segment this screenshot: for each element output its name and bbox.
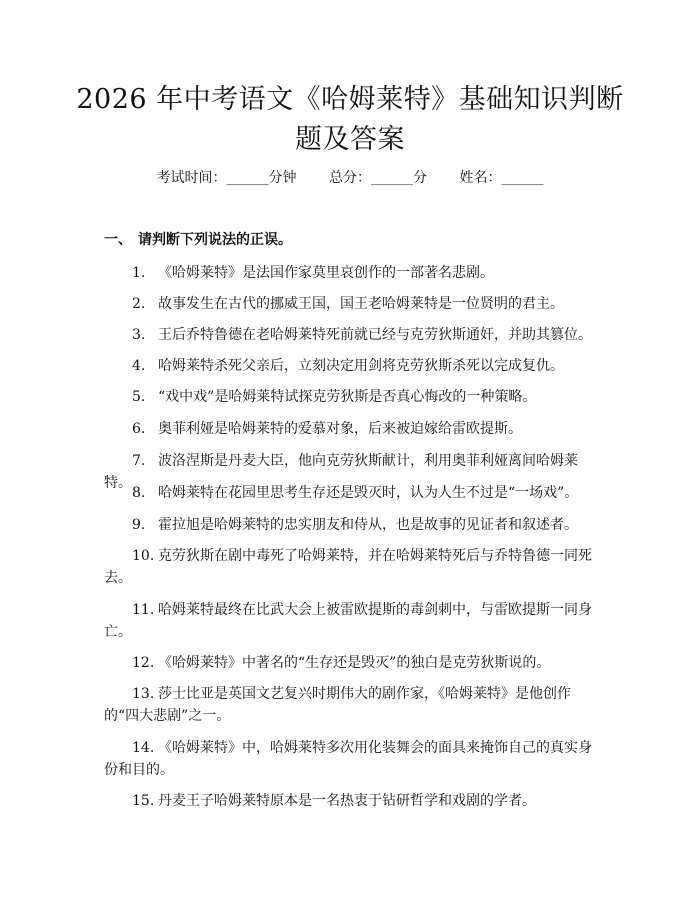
document-title (60, 80, 640, 160)
question-number: 15. (132, 793, 155, 809)
question-number: 14. (132, 740, 155, 756)
question-item (104, 683, 598, 727)
title-line-2: 题及答案 (295, 124, 405, 155)
question-number: 9. (132, 517, 146, 533)
title-line-1: 2026 年中考语文《哈姆莱特》基础知识判断 (76, 84, 624, 115)
section-heading (104, 230, 292, 250)
question-text: 王后乔特鲁德在老哈姆莱特死前就已经与克劳狄斯通奸，并助其篡位。 (158, 327, 592, 343)
question-item (104, 545, 598, 589)
question-number: 7. (132, 453, 146, 469)
question-number: 3. (132, 327, 146, 343)
question-number: 12. (132, 655, 155, 671)
exam-meta (0, 168, 700, 188)
question-text: 莎士比亚是英国文艺复兴时期伟大的剧作家，《哈姆莱特》是他创作的“四大悲剧”之一。 (104, 686, 571, 724)
exam-time: 考试时间：______分钟 (156, 170, 297, 186)
question-number: 4. (132, 358, 146, 374)
exam-score: 总分：______分 (329, 170, 427, 186)
question-text: 《哈姆莱特》是法国作家莫里哀创作的一部著名悲剧。 (158, 265, 494, 281)
question-item (104, 737, 598, 781)
question-item (104, 355, 598, 377)
question-text: 故事发生在古代的挪威王国，国王老哈姆莱特是一位贤明的君主。 (158, 296, 564, 312)
question-number: 8. (132, 485, 146, 501)
question-text: 波洛涅斯是丹麦大臣，他向克劳狄斯献计，利用奥菲利娅离间哈姆莱特。 (104, 453, 578, 491)
section-label: 请判断下列说法的正误。 (138, 232, 292, 248)
question-text: 《哈姆莱特》中著名的“生存还是毁灭”的独白是克劳狄斯说的。 (158, 655, 551, 671)
question-number: 1. (132, 265, 146, 281)
question-item (104, 482, 598, 504)
question-text: 哈姆莱特杀死父亲后，立刻决定用剑将克劳狄斯杀死以完成复仇。 (158, 358, 564, 374)
exam-name: 姓名：______ (459, 170, 544, 186)
question-item (104, 652, 598, 674)
question-number: 13. (132, 686, 155, 702)
question-number: 5. (132, 389, 146, 405)
question-item (104, 386, 598, 408)
question-item (104, 324, 598, 346)
question-number: 6. (132, 421, 146, 437)
question-item (104, 599, 598, 643)
question-number: 11. (132, 602, 155, 618)
question-text: “戏中戏”是哈姆莱特试探克劳狄斯是否真心悔改的一种策略。 (158, 389, 537, 405)
section-number: 一、 (104, 232, 132, 248)
question-text: 哈姆莱特在花园里思考生存还是毁灭时，认为人生不过是“一场戏”。 (158, 485, 579, 501)
question-number: 2. (132, 296, 146, 312)
question-text: 霍拉旭是哈姆莱特的忠实朋友和侍从，也是故事的见证者和叙述者。 (158, 517, 578, 533)
question-item (104, 262, 598, 284)
question-text: 奥菲利娅是哈姆莱特的爱慕对象，后来被迫嫁给雷欧提斯。 (158, 421, 522, 437)
question-item (104, 514, 598, 536)
question-text: 丹麦王子哈姆莱特原本是一名热衷于钻研哲学和戏剧的学者。 (158, 793, 536, 809)
question-text: 克劳狄斯在剧中毒死了哈姆莱特，并在哈姆莱特死后与乔特鲁德一同死去。 (104, 548, 592, 586)
question-number: 10. (132, 548, 155, 564)
question-text: 哈姆莱特最终在比武大会上被雷欧提斯的毒剑刺中，与雷欧提斯一同身亡。 (104, 602, 592, 640)
question-item (104, 418, 598, 440)
question-item (104, 790, 598, 812)
question-item (104, 293, 598, 315)
question-text: 《哈姆莱特》中，哈姆莱特多次用化装舞会的面具来掩饰自己的真实身份和目的。 (104, 740, 592, 778)
